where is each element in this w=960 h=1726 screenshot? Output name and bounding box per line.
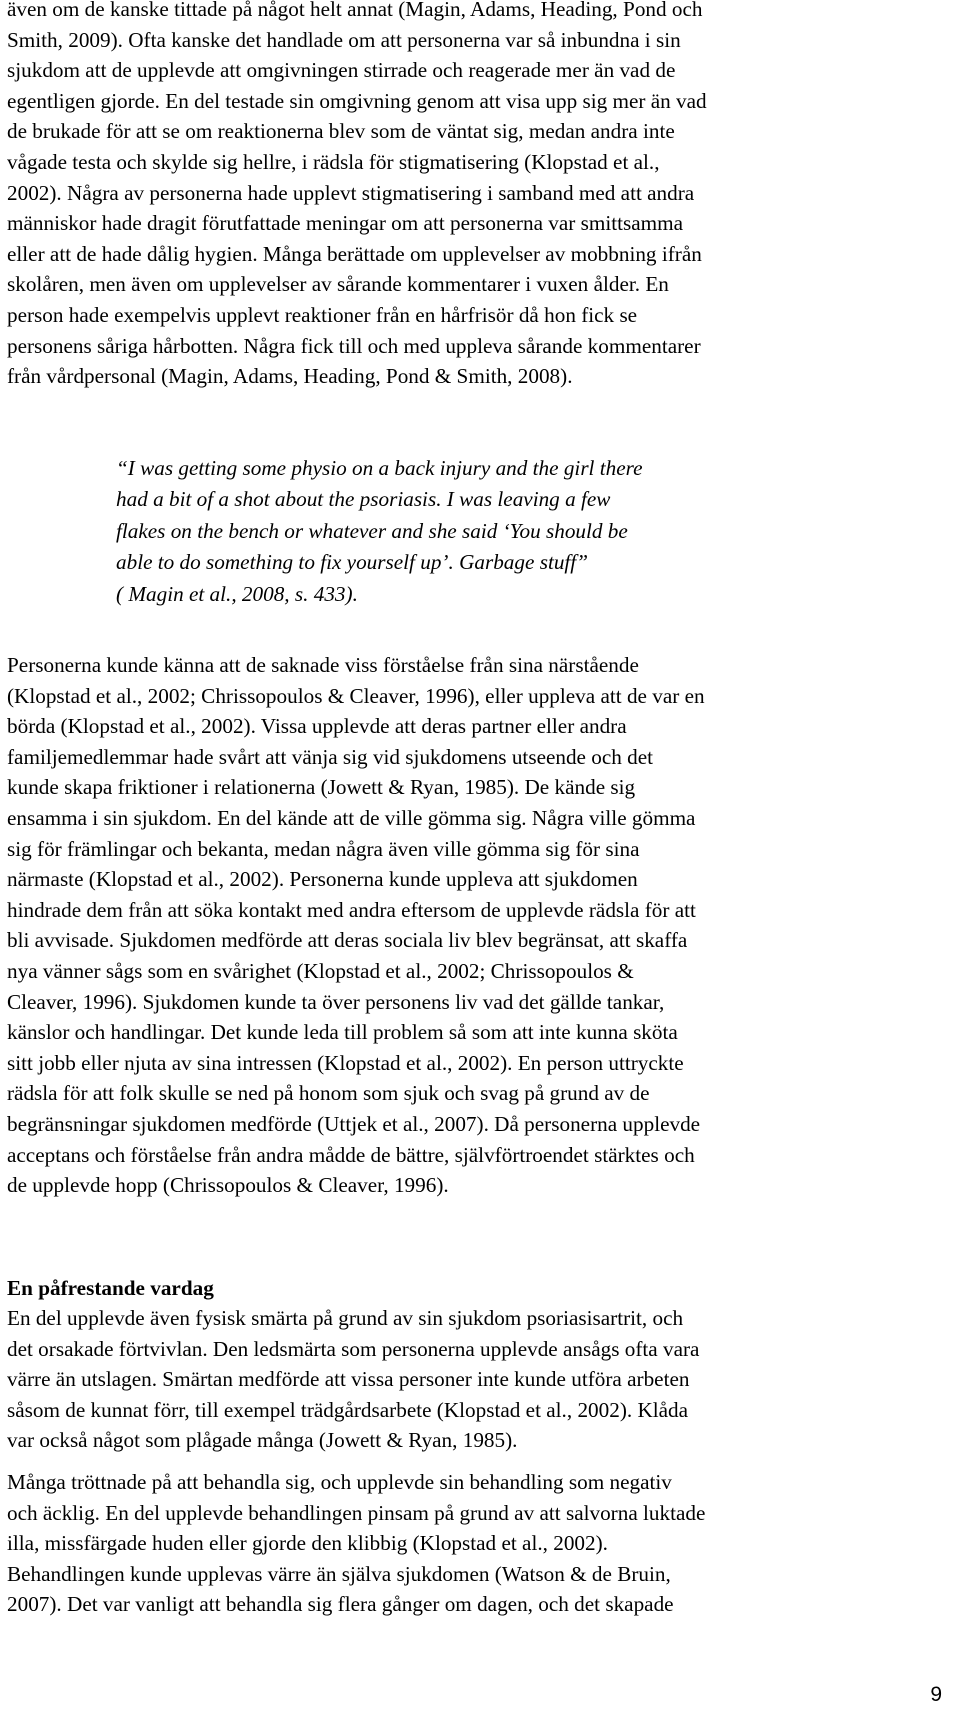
block-quote (116, 453, 643, 610)
text-line: personens såriga hårbotten. Några fick till och med uppleva sårande kommentarer (7, 333, 701, 358)
text-line: människor hade dragit förutfattade meningar om att personerna var smittsamma (7, 211, 684, 236)
text-line: Cleaver, 1996). Sjukdomen kunde ta över personens liv vad det gällde tankar, (7, 989, 665, 1014)
text-line: Personerna kunde känna att de saknade viss förståelse från sina närstående (7, 653, 639, 677)
text-line: begränsningar sjukdomen medförde (Uttjek et al., 2007). Då personerna upplevde (7, 1111, 701, 1136)
paragraph-treatment (7, 1467, 705, 1620)
paragraph-pain (7, 1303, 699, 1456)
text-line: hindrade dem från att söka kontakt med andra eftersom de upplevde rädsla för att (7, 897, 696, 922)
text-line: (Klopstad et al., 2002; Chrissopoulos & Cleaver, 1996), eller uppleva att de var en (7, 683, 705, 708)
text-line: de upplevde hopp (Chrissopoulos & Cleaver, 1996). (7, 1173, 449, 1198)
text-line: närmaste (Klopstad et al., 2002). Personerna kunde uppleva att sjukdomen (7, 867, 638, 892)
text-line: nya vänner sågs som en svårighet (Klopstad et al., 2002; Chrissopoulos & (7, 958, 634, 983)
page-number: 9 (930, 1683, 942, 1706)
text-line: Smith, 2009). Ofta kanske det handlade om att personerna var så inbundna i sin (7, 27, 681, 52)
text-line: 2007). Det var vanligt att behandla sig flera gånger om dagen, och det skapade (7, 1592, 674, 1617)
text-line: ensamma i sin sjukdom. En del kände att de ville gömma sig. Några ville gömma (7, 805, 696, 830)
text-line: rädsla för att folk skulle se ned på honom som sjuk och svag på grund av de (7, 1081, 650, 1106)
text-line: En del upplevde även fysisk smärta på grund av sin sjukdom psoriasisartrit, och (7, 1306, 684, 1330)
text-line: acceptans och förståelse från andra mådde de bättre, självförtroendet stärktes och (7, 1142, 695, 1167)
quote-line: had a bit of a shot about the psoriasis. I was leaving a few (116, 487, 611, 512)
text-line: Behandlingen kunde upplevas värre än själva sjukdomen (Watson & de Bruin, (7, 1561, 671, 1586)
paragraph-relations (7, 650, 705, 1201)
text-line: det orsakade förtvivlan. Den ledsmärta som personerna upplevde ansågs ofta vara (7, 1336, 700, 1361)
text-line: egentligen gjorde. En del testade sin omgivning genom att visa upp sig mer än vad (7, 88, 707, 113)
paragraph-stigma (7, 0, 707, 392)
text-line: börda (Klopstad et al., 2002). Vissa upplevde att deras partner eller andra (7, 714, 627, 739)
section-heading: En påfrestande vardag (7, 1276, 214, 1300)
text-line: de brukade för att se om reaktionerna blev som de väntat sig, medan andra inte (7, 119, 675, 144)
text-line: sig för främlingar och bekanta, medan några även ville gömma sig för sina (7, 836, 640, 861)
quote-line: able to do something to fix yourself up’. Garbage stuff” (116, 550, 588, 575)
text-line: bli avvisade. Sjukdomen medförde att deras sociala liv blev begränsat, att skaffa (7, 928, 688, 953)
text-line: och äcklig. En del upplevde behandlingen pinsam på grund av att salvorna luktade (7, 1500, 706, 1525)
text-line: sitt jobb eller njuta av sina intressen (Klopstad et al., 2002). En person uttryckte (7, 1050, 684, 1075)
text-line: sjukdom att de upplevde att omgivningen stirrade och reagerade mer än vad de (7, 58, 676, 83)
text-line: eller att de hade dålig hygien. Många berättade om upplevelser av mobbning ifrån (7, 241, 702, 266)
text-line: skolåren, men även om upplevelser av sårande kommentarer i vuxen ålder. En (7, 272, 669, 297)
text-line: illa, missfärgade huden eller gjorde den klibbig (Klopstad et al., 2002). (7, 1531, 608, 1556)
quote-line: “I was getting some physio on a back injury and the girl there (116, 456, 643, 480)
text-line: familjemedlemmar hade svårt att vänja sig vid sjukdomens utseende och det (7, 744, 654, 769)
quote-citation: ( Magin et al., 2008, s. 433). (116, 581, 358, 606)
text-line: även om de kanske tittade på något helt annat (Magin, Adams, Heading, Pond och (7, 0, 703, 21)
text-line: känslor och handlingar. Det kunde leda till problem så som att inte kunna sköta (7, 1020, 678, 1045)
text-line: vågade testa och skylde sig hellre, i rädsla för stigmatisering (Klopstad et al., (7, 149, 660, 174)
text-line: kunde skapa friktioner i relationerna (Jowett & Ryan, 1985). De kände sig (7, 775, 636, 800)
quote-line: flakes on the bench or whatever and she said ‘You should be (116, 518, 628, 543)
text-line: var också något som plågade många (Jowett & Ryan, 1985). (7, 1428, 518, 1453)
text-line: såsom de kunnat förr, till exempel trädgårdsarbete (Klopstad et al., 2002). Klåda (7, 1397, 689, 1422)
text-line: från vårdpersonal (Magin, Adams, Heading, Pond & Smith, 2008). (7, 364, 573, 389)
text-line: värre än utslagen. Smärtan medförde att vissa personer inte kunde utföra arbeten (7, 1367, 690, 1392)
text-line: person hade exempelvis upplevt reaktioner från en hårfrisör då hon fick se (7, 302, 638, 327)
text-line: Många tröttnade på att behandla sig, och upplevde sin behandling som negativ (7, 1470, 672, 1494)
text-line: 2002). Några av personerna hade upplevt stigmatisering i samband med att andra (7, 180, 695, 205)
